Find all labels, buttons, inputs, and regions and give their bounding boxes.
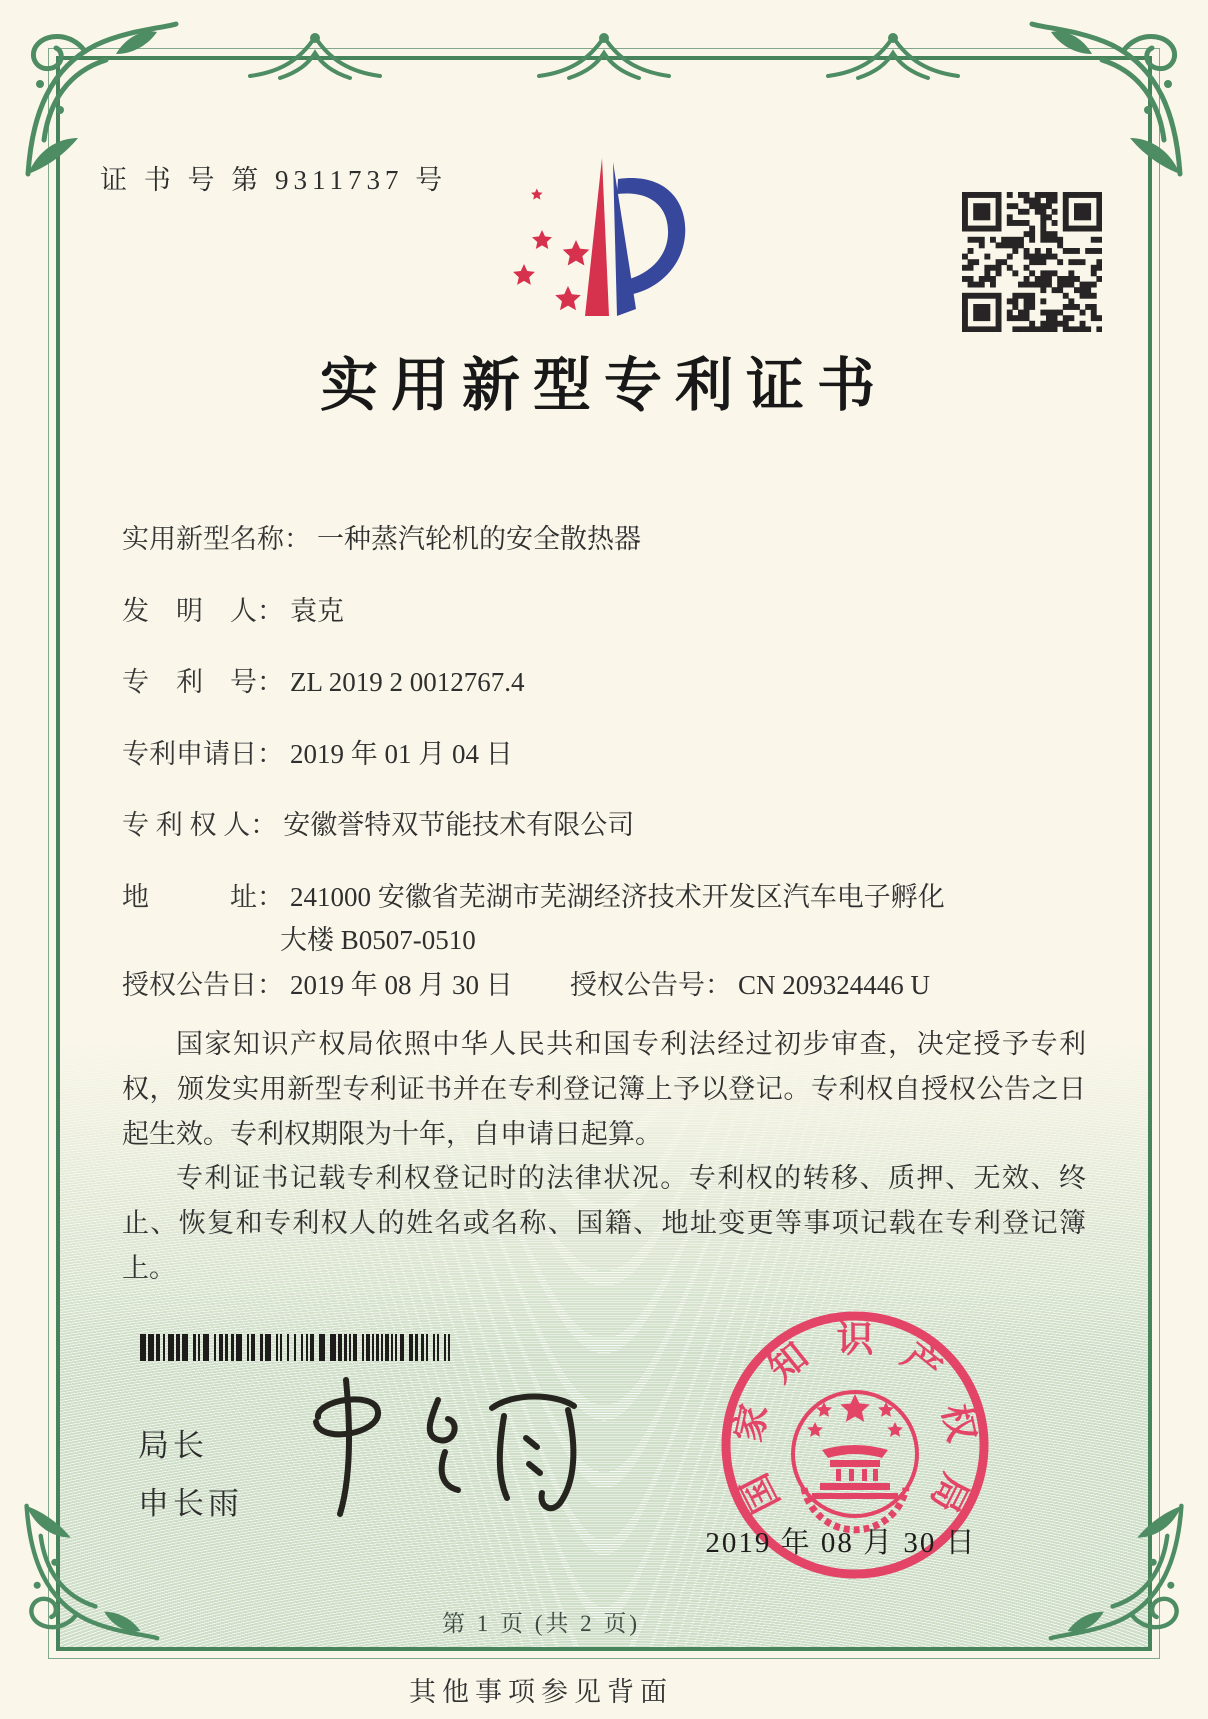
- field-row-filing-date: [122, 732, 513, 771]
- qr-code: [962, 192, 1102, 332]
- field-value: 袁克: [290, 596, 344, 626]
- field-value: ZL 2019 2 0012767.4: [290, 667, 525, 697]
- commissioner-title-label: 局长: [138, 1428, 208, 1463]
- field-label: 发 明 人：: [122, 596, 284, 626]
- field-row-address: [122, 875, 945, 914]
- cnipa-logo-icon: [452, 152, 692, 324]
- svg-text:产: 产: [893, 1335, 949, 1391]
- commissioner-name: 申长雨: [138, 1486, 243, 1521]
- field-label: 专 利 权 人：: [122, 810, 278, 840]
- certificate-title: 实用新型专利证书: [319, 353, 888, 418]
- svg-text:知: 知: [761, 1335, 817, 1391]
- svg-text:国: 国: [734, 1466, 789, 1519]
- field-value: 安徽誉特双节能技术有限公司: [283, 810, 635, 840]
- field-label: 授权公告日：: [122, 970, 284, 1000]
- page-number: 第 1 页 (共 2 页): [441, 1611, 641, 1636]
- field-row-patent-no: [122, 660, 524, 699]
- seal-date: 2019 年 08 月 30 日: [705, 1527, 977, 1559]
- field-label: 专 利 号：: [122, 667, 284, 697]
- legal-text-block: [122, 1022, 1086, 1291]
- field-value-address-line2: 大楼 B0507-0510: [280, 925, 476, 955]
- back-side-note: 其他事项参见背面: [409, 1677, 673, 1707]
- field-value: 2019 年 08 月 30 日: [290, 970, 513, 1000]
- field-row-inventor: [122, 589, 344, 628]
- field-label: 专利申请日：: [122, 739, 284, 769]
- national-emblem: [793, 1392, 917, 1530]
- signature-handwriting: [288, 1362, 588, 1522]
- top-edge-ornament-right: [818, 24, 968, 86]
- svg-text:权: 权: [933, 1400, 982, 1446]
- field-value: 2019 年 01 月 04 日: [290, 739, 513, 769]
- svg-text:局: 局: [921, 1466, 976, 1519]
- top-edge-ornament-center: [529, 24, 679, 86]
- field-row-patentee: [122, 803, 634, 842]
- certificate-number: 证 书 号 第 9311737 号: [100, 165, 448, 195]
- field-label: 实用新型名称：: [122, 524, 311, 554]
- top-edge-ornament-left: [240, 24, 390, 86]
- field-value: CN 209324446 U: [738, 970, 931, 1000]
- field-label: 授权公告号：: [570, 970, 732, 1000]
- corner-flourish-top-right: [1022, 14, 1192, 184]
- field-row-grant-no: [570, 963, 930, 1002]
- field-label: 地 址：: [122, 882, 284, 912]
- field-value: 一种蒸汽轮机的安全散热器: [317, 524, 641, 554]
- svg-text:家: 家: [728, 1400, 777, 1446]
- field-row-name: [122, 517, 641, 556]
- svg-text:识: 识: [836, 1319, 874, 1361]
- legal-paragraph-1: 国家知识产权局依照中华人民共和国专利法经过初步审查，决定授予专利权，颁发实用新型专利证书并在专利登记簿上予以登记。专利权自授权公告之日起生效。专利权期限为十年，自申请日起算。: [122, 1029, 1086, 1149]
- legal-paragraph-2: 专利证书记载专利权登记时的法律状况。专利权的转移、质押、无效、终止、恢复和专利权人的姓名或名称、国籍、地址变更等事项记载在专利登记簿上。: [122, 1163, 1086, 1284]
- field-row-grant-date: [122, 963, 513, 1002]
- field-value: 241000 安徽省芜湖市芜湖经济技术开发区汽车电子孵化: [290, 882, 945, 912]
